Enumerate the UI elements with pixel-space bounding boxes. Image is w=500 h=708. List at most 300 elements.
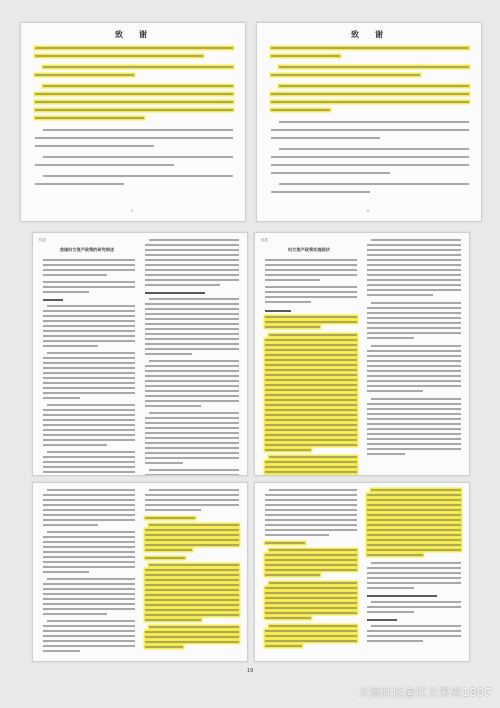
highlighted-text-line xyxy=(265,635,357,637)
text-line xyxy=(43,439,135,441)
text-line xyxy=(145,380,239,382)
text-line xyxy=(43,551,135,553)
text-line xyxy=(265,291,357,293)
text-line xyxy=(43,583,135,585)
text-line xyxy=(43,536,135,538)
highlighted-text-line xyxy=(367,529,461,531)
highlighted-text-line xyxy=(145,646,183,648)
highlighted-text-line xyxy=(265,384,357,386)
highlighted-text-line xyxy=(35,47,233,49)
highlighted-text-line xyxy=(367,499,461,501)
text-line xyxy=(149,469,239,471)
text-line xyxy=(43,566,135,568)
text-line xyxy=(43,367,135,369)
text-line xyxy=(43,603,135,605)
text-line xyxy=(43,129,233,131)
highlighted-text-line xyxy=(35,101,233,103)
highlighted-text-line xyxy=(367,494,461,496)
text-line xyxy=(43,630,135,632)
text-line xyxy=(367,418,461,420)
heading-line xyxy=(145,292,205,294)
text-line xyxy=(367,312,461,314)
highlighted-text-line xyxy=(145,641,239,643)
text-line xyxy=(145,432,239,434)
text-line xyxy=(145,405,201,407)
highlighted-text-line xyxy=(265,449,311,451)
ack-page-right xyxy=(256,22,482,222)
text-line xyxy=(279,183,469,185)
highlighted-text-line xyxy=(367,539,461,541)
highlighted-text-line xyxy=(265,429,357,431)
text-line xyxy=(145,417,239,419)
text-line xyxy=(367,294,433,296)
text-line xyxy=(43,269,135,271)
text-line xyxy=(43,397,80,399)
text-line xyxy=(43,588,135,590)
text-line xyxy=(145,308,239,310)
page-header: 综述 xyxy=(261,238,268,242)
text-line xyxy=(145,385,239,387)
text-line xyxy=(43,345,98,347)
text-line xyxy=(47,531,135,533)
text-line xyxy=(149,412,239,414)
text-line xyxy=(367,284,461,286)
highlighted-text-line xyxy=(265,592,357,594)
highlighted-text-line xyxy=(43,66,233,68)
highlighted-text-line xyxy=(279,66,469,68)
text-line xyxy=(265,274,357,276)
highlighted-text-line xyxy=(145,594,239,596)
text-line xyxy=(43,372,135,374)
text-line xyxy=(367,453,405,455)
highlighted-text-line xyxy=(145,529,239,531)
highlighted-text-line xyxy=(265,326,320,328)
text-line xyxy=(43,519,135,521)
text-line xyxy=(149,298,239,300)
text-line xyxy=(43,392,135,394)
text-line xyxy=(269,489,357,491)
text-line xyxy=(367,390,423,392)
heading-line xyxy=(265,310,291,312)
paper-page-bottom-right xyxy=(254,482,470,662)
highlighted-text-line xyxy=(149,524,239,526)
text-line xyxy=(145,462,183,464)
text-line xyxy=(47,404,135,406)
text-line xyxy=(265,504,357,506)
text-line xyxy=(43,291,89,293)
text-line xyxy=(367,606,461,608)
highlighted-text-line xyxy=(265,612,357,614)
highlighted-text-line xyxy=(279,85,469,87)
text-line xyxy=(265,529,357,531)
text-line xyxy=(43,414,135,416)
text-line xyxy=(367,327,461,329)
text-line xyxy=(43,429,135,431)
text-line xyxy=(367,289,461,291)
highlighted-text-line xyxy=(271,93,469,95)
text-line xyxy=(43,310,135,312)
highlighted-text-line xyxy=(271,55,340,57)
text-line xyxy=(43,504,135,506)
text-line xyxy=(149,239,239,241)
highlighted-text-line xyxy=(367,504,461,506)
text-line xyxy=(43,650,80,652)
text-line xyxy=(145,400,239,402)
text-line xyxy=(367,587,414,589)
text-line xyxy=(43,419,135,421)
collage-page-number: 19 xyxy=(246,668,254,674)
highlighted-text-line xyxy=(367,534,461,536)
highlighted-text-line xyxy=(269,334,357,336)
text-line xyxy=(145,395,239,397)
text-line xyxy=(145,504,239,506)
text-line xyxy=(367,269,461,271)
text-line xyxy=(43,598,135,600)
paper-page-mid-left xyxy=(32,232,248,476)
text-line xyxy=(371,398,461,400)
highlighted-text-line xyxy=(145,619,201,621)
highlighted-text-line xyxy=(269,549,357,551)
text-line xyxy=(145,494,239,496)
text-line xyxy=(271,191,370,193)
highlighted-text-line xyxy=(145,584,239,586)
text-line xyxy=(367,567,461,569)
text-line xyxy=(43,264,135,266)
page-title: 致 谢 xyxy=(115,29,151,39)
highlighted-text-line xyxy=(271,101,469,103)
text-line xyxy=(145,338,239,340)
highlighted-text-line xyxy=(265,369,357,371)
text-line xyxy=(43,434,135,436)
text-line xyxy=(47,352,135,354)
highlighted-text-line xyxy=(145,589,239,591)
text-line xyxy=(367,635,461,637)
text-line xyxy=(367,375,461,377)
text-line xyxy=(43,471,135,473)
text-line xyxy=(367,322,461,324)
text-line xyxy=(43,315,135,317)
highlighted-text-line xyxy=(145,549,192,551)
text-line xyxy=(265,524,357,526)
text-line xyxy=(43,340,135,342)
text-line xyxy=(43,362,135,364)
text-line xyxy=(43,320,135,322)
highlighted-text-line xyxy=(271,109,330,111)
text-line xyxy=(265,279,320,281)
highlighted-text-line xyxy=(35,55,203,57)
text-line xyxy=(367,264,461,266)
text-line xyxy=(43,608,135,610)
text-line xyxy=(47,489,135,491)
highlighted-text-line xyxy=(265,640,357,642)
text-line xyxy=(265,269,357,271)
highlighted-text-line xyxy=(265,424,357,426)
highlighted-text-line xyxy=(265,569,357,571)
highlighted-text-line xyxy=(145,604,239,606)
highlighted-text-line xyxy=(145,574,239,576)
text-line xyxy=(43,409,135,411)
highlighted-text-line xyxy=(265,364,357,366)
highlighted-text-line xyxy=(265,607,357,609)
highlighted-text-line xyxy=(145,539,239,541)
page-number: ii xyxy=(367,209,369,213)
text-line xyxy=(367,433,461,435)
text-line xyxy=(43,156,233,158)
text-line xyxy=(145,457,239,459)
highlighted-text-line xyxy=(265,374,357,376)
highlighted-text-line xyxy=(265,466,357,468)
text-line xyxy=(371,302,461,304)
highlighted-text-line xyxy=(265,554,357,556)
text-line xyxy=(145,353,192,355)
text-line xyxy=(145,375,239,377)
text-line xyxy=(43,175,233,177)
text-line xyxy=(367,380,461,382)
text-line xyxy=(145,427,239,429)
text-line xyxy=(367,254,461,256)
text-line xyxy=(43,357,135,359)
page-title: 致 谢 xyxy=(351,29,387,39)
text-line xyxy=(43,561,135,563)
text-line xyxy=(367,274,461,276)
text-line xyxy=(367,279,461,281)
text-line xyxy=(145,343,239,345)
paper-title: 妇女流产政策实施现状 xyxy=(288,247,330,252)
text-line xyxy=(43,509,135,511)
highlighted-text-line xyxy=(35,74,134,76)
highlighted-text-line xyxy=(145,579,239,581)
text-line xyxy=(145,318,239,320)
highlighted-text-line xyxy=(265,444,357,446)
highlighted-text-line xyxy=(265,316,357,318)
highlighted-text-line xyxy=(367,549,461,551)
text-line xyxy=(371,601,461,603)
page-header: 综述 xyxy=(39,238,46,242)
highlighted-text-line xyxy=(145,557,185,559)
text-line xyxy=(145,274,239,276)
text-line xyxy=(43,635,135,637)
highlighted-text-line xyxy=(265,574,320,576)
text-line xyxy=(145,365,239,367)
highlighted-text-line xyxy=(265,617,311,619)
highlighted-text-line xyxy=(367,554,423,556)
text-line xyxy=(43,325,135,327)
text-line xyxy=(367,370,461,372)
highlighted-text-line xyxy=(265,339,357,341)
heading-line xyxy=(367,595,437,597)
highlighted-text-line xyxy=(265,461,357,463)
highlighted-text-line xyxy=(265,404,357,406)
highlighted-text-line xyxy=(265,645,302,647)
highlighted-text-line xyxy=(265,321,357,323)
text-line xyxy=(43,281,135,283)
text-line xyxy=(145,328,239,330)
text-line xyxy=(145,269,239,271)
text-line xyxy=(367,332,461,334)
text-line xyxy=(43,461,135,463)
heading-line xyxy=(43,299,63,301)
text-line xyxy=(43,330,135,332)
highlighted-text-line xyxy=(265,602,357,604)
highlighted-text-line xyxy=(265,414,357,416)
text-line xyxy=(43,546,135,548)
text-line xyxy=(145,254,239,256)
text-line xyxy=(145,447,239,449)
text-line xyxy=(35,164,174,166)
highlighted-text-line xyxy=(265,349,357,351)
text-line xyxy=(367,630,461,632)
text-line xyxy=(271,164,469,166)
text-line xyxy=(367,582,461,584)
highlighted-text-line xyxy=(35,109,233,111)
text-line xyxy=(265,286,357,288)
highlighted-text-line xyxy=(43,85,233,87)
text-line xyxy=(145,313,239,315)
highlighted-text-line xyxy=(265,434,357,436)
paper-page-mid-right xyxy=(254,232,470,476)
text-line xyxy=(279,148,469,150)
text-line xyxy=(145,452,239,454)
text-line xyxy=(43,524,98,526)
highlighted-text-line xyxy=(149,564,239,566)
text-line xyxy=(43,377,135,379)
text-line xyxy=(43,514,135,516)
text-line xyxy=(367,244,461,246)
highlighted-text-line xyxy=(145,614,239,616)
text-line xyxy=(367,249,461,251)
highlighted-text-line xyxy=(265,597,357,599)
text-line xyxy=(145,244,239,246)
text-line xyxy=(371,625,461,627)
highlighted-text-line xyxy=(265,344,357,346)
heading-line xyxy=(367,619,397,621)
text-line xyxy=(367,572,461,574)
highlighted-text-line xyxy=(265,564,357,566)
highlighted-text-line xyxy=(271,47,469,49)
text-line xyxy=(145,437,239,439)
text-line xyxy=(367,448,461,450)
highlighted-text-line xyxy=(269,625,357,627)
highlighted-text-line xyxy=(371,489,461,491)
text-line xyxy=(371,239,461,241)
text-line xyxy=(271,172,390,174)
text-line xyxy=(43,640,135,642)
text-line xyxy=(43,456,135,458)
highlighted-text-line xyxy=(265,389,357,391)
highlighted-text-line xyxy=(265,399,357,401)
text-line xyxy=(367,428,461,430)
highlighted-text-line xyxy=(35,117,144,119)
text-line xyxy=(145,333,239,335)
text-line xyxy=(149,489,239,491)
paper-page-bottom-left xyxy=(32,482,248,662)
text-line xyxy=(265,534,329,536)
watermark: 天涯社区@江义荣老1807 xyxy=(358,686,492,699)
highlighted-text-line xyxy=(35,93,233,95)
text-line xyxy=(367,438,461,440)
text-line xyxy=(265,514,357,516)
text-line xyxy=(265,509,357,511)
text-line xyxy=(145,303,239,305)
text-line xyxy=(43,593,135,595)
highlighted-text-line xyxy=(367,544,461,546)
text-line xyxy=(43,541,135,543)
highlighted-text-line xyxy=(265,630,357,632)
text-line xyxy=(43,571,89,573)
highlighted-text-line xyxy=(265,587,357,589)
text-line xyxy=(145,499,239,501)
text-line xyxy=(145,442,239,444)
highlighted-text-line xyxy=(145,599,239,601)
text-line xyxy=(43,286,135,288)
highlighted-text-line xyxy=(145,609,239,611)
text-line xyxy=(43,259,135,261)
text-line xyxy=(145,509,201,511)
text-line xyxy=(145,390,239,392)
page-number: ii xyxy=(131,209,133,213)
highlighted-text-line xyxy=(367,524,461,526)
text-line xyxy=(43,499,135,501)
text-line xyxy=(265,296,357,298)
highlighted-text-line xyxy=(271,74,420,76)
text-line xyxy=(43,387,135,389)
text-line xyxy=(265,301,311,303)
text-line xyxy=(149,360,239,362)
text-line xyxy=(265,259,357,261)
text-line xyxy=(35,145,154,147)
text-line xyxy=(145,348,239,350)
text-line xyxy=(145,474,239,476)
highlighted-text-line xyxy=(265,471,357,473)
text-line xyxy=(367,307,461,309)
highlighted-text-line xyxy=(265,559,357,561)
text-line xyxy=(43,274,107,276)
highlighted-text-line xyxy=(149,626,239,628)
text-line xyxy=(35,183,124,185)
text-line xyxy=(43,494,135,496)
text-line xyxy=(367,355,461,357)
text-line xyxy=(145,284,220,286)
highlighted-text-line xyxy=(265,354,357,356)
text-line xyxy=(371,562,461,564)
highlighted-text-line xyxy=(265,409,357,411)
text-line xyxy=(279,121,469,123)
highlighted-text-line xyxy=(265,542,305,544)
text-line xyxy=(43,444,107,446)
text-line xyxy=(47,305,135,307)
text-line xyxy=(43,556,135,558)
text-line xyxy=(47,620,135,622)
ack-page-left xyxy=(20,22,246,222)
text-line xyxy=(367,577,461,579)
text-line xyxy=(367,413,461,415)
text-line xyxy=(43,335,135,337)
text-line xyxy=(367,385,461,387)
text-line xyxy=(145,264,239,266)
text-line xyxy=(367,259,461,261)
text-line xyxy=(43,613,107,615)
highlighted-text-line xyxy=(269,456,357,458)
text-line xyxy=(47,451,135,453)
text-line xyxy=(47,578,135,580)
text-line xyxy=(43,424,135,426)
text-line xyxy=(265,494,357,496)
highlighted-text-line xyxy=(265,439,357,441)
text-line xyxy=(367,360,461,362)
text-line xyxy=(43,645,135,647)
highlighted-text-line xyxy=(145,534,239,536)
text-line xyxy=(371,345,461,347)
